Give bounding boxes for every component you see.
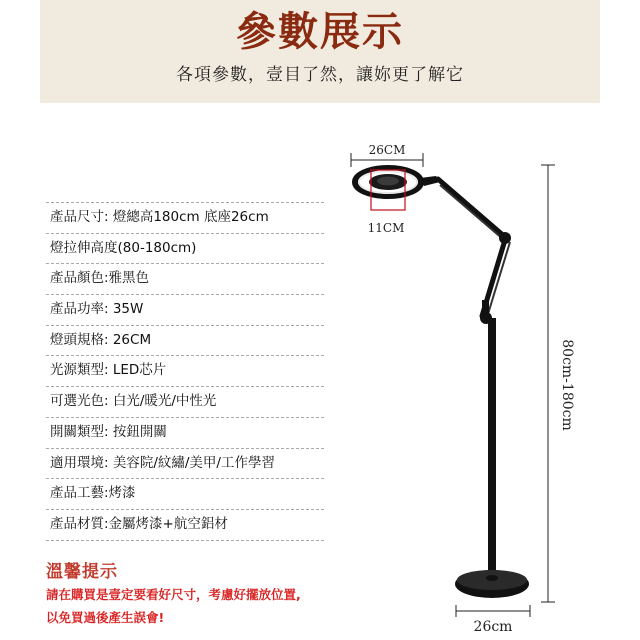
base-dimension	[456, 605, 530, 635]
notice-title: 溫馨提示	[46, 562, 118, 582]
base-label: 26cm	[473, 619, 513, 635]
spec-list	[46, 202, 324, 541]
spec-light-colors: 可選光色: 白光/暖光/中性光	[46, 387, 324, 418]
notice-line-1: 請在購買是壹定要看好尺寸，考慮好擺放位置,	[46, 587, 301, 602]
lamp-diagram	[330, 130, 630, 640]
lamp-head	[355, 168, 440, 196]
spec-power: 產品功率: 35W	[46, 295, 324, 326]
page-title: 參數展示	[236, 9, 404, 55]
height-dimension	[541, 165, 575, 602]
spec-extension-height: 燈拉伸高度(80-180cm)	[46, 234, 324, 265]
spec-size: 產品尺寸: 燈總高180cm 底座26cm	[46, 202, 324, 234]
spec-light-source: 光源類型: LED芯片	[46, 356, 324, 387]
head-outer-label: 26CM	[368, 143, 406, 157]
spec-head-size: 燈頭規格: 26CM	[46, 326, 324, 357]
spec-switch-type: 開關類型: 按鈕開關	[46, 418, 324, 449]
lamp-base	[455, 570, 529, 598]
head-width-dimension	[351, 143, 423, 167]
lamp-pole	[488, 318, 496, 580]
page-subtitle: 各項參數，壹目了然，讓妳更了解它	[176, 65, 464, 85]
spec-process: 產品工藝:烤漆	[46, 479, 324, 510]
spec-environment: 適用環境: 美容院/紋繡/美甲/工作學習	[46, 449, 324, 480]
spec-color: 產品顏色:雅黑色	[46, 264, 324, 295]
height-label: 80cm-180cm	[559, 339, 575, 431]
notice-line-2: 以免買過後產生誤會!	[46, 610, 165, 625]
header	[0, 0, 640, 103]
lamp-arms	[438, 179, 511, 324]
head-inner-label: 11CM	[367, 221, 405, 235]
spec-material: 產品材質:金屬烤漆+航空鋁材	[46, 510, 324, 541]
